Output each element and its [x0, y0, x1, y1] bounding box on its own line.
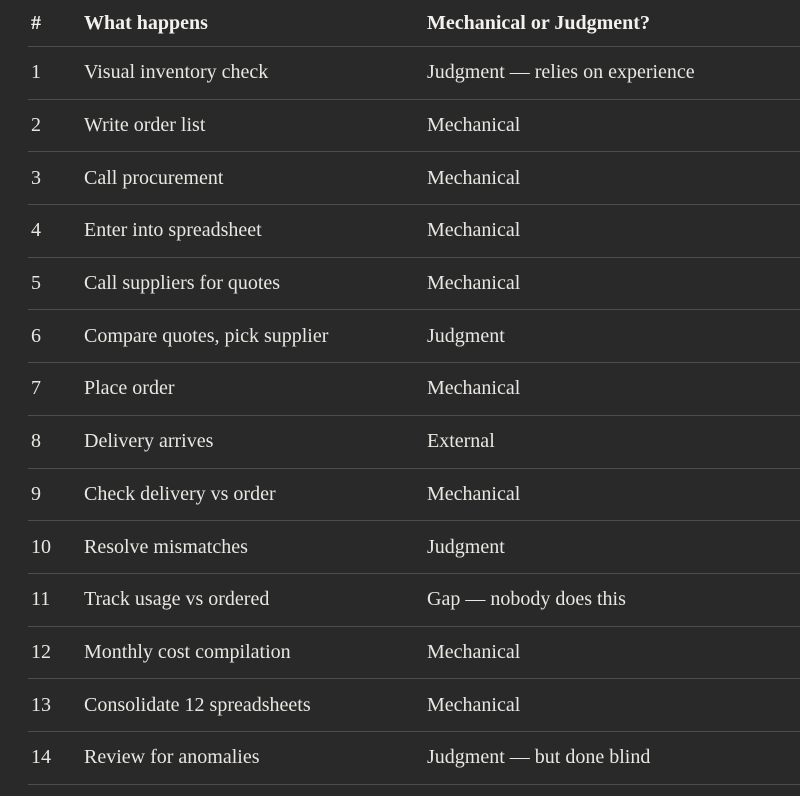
row-what-happens: Compare quotes, pick supplier — [81, 310, 424, 363]
row-classification: Mechanical — [424, 257, 800, 310]
table-row — [28, 152, 800, 205]
row-what-happens: Call suppliers for quotes — [81, 257, 424, 310]
column-header-classification: Mechanical or Judgment? — [424, 0, 800, 47]
row-classification: External — [424, 415, 800, 468]
row-what-happens: Monthly cost compilation — [81, 626, 424, 679]
row-classification: Mechanical — [424, 205, 800, 258]
row-number: 5 — [28, 257, 81, 310]
table-row — [28, 415, 800, 468]
row-what-happens: Place order — [81, 363, 424, 416]
row-number: 8 — [28, 415, 81, 468]
row-what-happens: Delivery arrives — [81, 415, 424, 468]
row-number: 10 — [28, 521, 81, 574]
row-classification: Mechanical — [424, 626, 800, 679]
row-what-happens: Visual inventory check — [81, 47, 424, 100]
row-what-happens: Track usage vs ordered — [81, 573, 424, 626]
row-what-happens: Check delivery vs order — [81, 468, 424, 521]
process-steps-table — [28, 0, 800, 785]
column-header-what-happens: What happens — [81, 0, 424, 47]
row-what-happens: Call procurement — [81, 152, 424, 205]
column-header-number: # — [28, 0, 81, 47]
row-classification: Mechanical — [424, 363, 800, 416]
row-classification: Mechanical — [424, 679, 800, 732]
row-classification: Judgment — [424, 521, 800, 574]
table-row — [28, 47, 800, 100]
table-row — [28, 468, 800, 521]
table-body — [28, 47, 800, 785]
row-number: 2 — [28, 99, 81, 152]
table-header — [28, 0, 800, 47]
row-classification: Mechanical — [424, 99, 800, 152]
row-classification: Judgment — but done blind — [424, 731, 800, 784]
row-number: 12 — [28, 626, 81, 679]
row-what-happens: Enter into spreadsheet — [81, 205, 424, 258]
row-number: 11 — [28, 573, 81, 626]
row-classification: Mechanical — [424, 468, 800, 521]
table-row — [28, 731, 800, 784]
table-row — [28, 573, 800, 626]
row-what-happens: Review for anomalies — [81, 731, 424, 784]
row-what-happens: Resolve mismatches — [81, 521, 424, 574]
row-number: 9 — [28, 468, 81, 521]
row-number: 4 — [28, 205, 81, 258]
row-number: 13 — [28, 679, 81, 732]
row-number: 3 — [28, 152, 81, 205]
row-what-happens: Consolidate 12 spreadsheets — [81, 679, 424, 732]
table-row — [28, 363, 800, 416]
table-row — [28, 626, 800, 679]
row-number: 14 — [28, 731, 81, 784]
row-number: 7 — [28, 363, 81, 416]
row-classification: Mechanical — [424, 152, 800, 205]
row-classification: Judgment — [424, 310, 800, 363]
header-row — [28, 0, 800, 47]
row-classification: Gap — nobody does this — [424, 573, 800, 626]
table-row — [28, 99, 800, 152]
row-number: 6 — [28, 310, 81, 363]
table-row — [28, 521, 800, 574]
row-what-happens: Write order list — [81, 99, 424, 152]
row-classification: Judgment — relies on experience — [424, 47, 800, 100]
table-row — [28, 205, 800, 258]
table-row — [28, 257, 800, 310]
table-row — [28, 679, 800, 732]
row-number: 1 — [28, 47, 81, 100]
table-row — [28, 310, 800, 363]
